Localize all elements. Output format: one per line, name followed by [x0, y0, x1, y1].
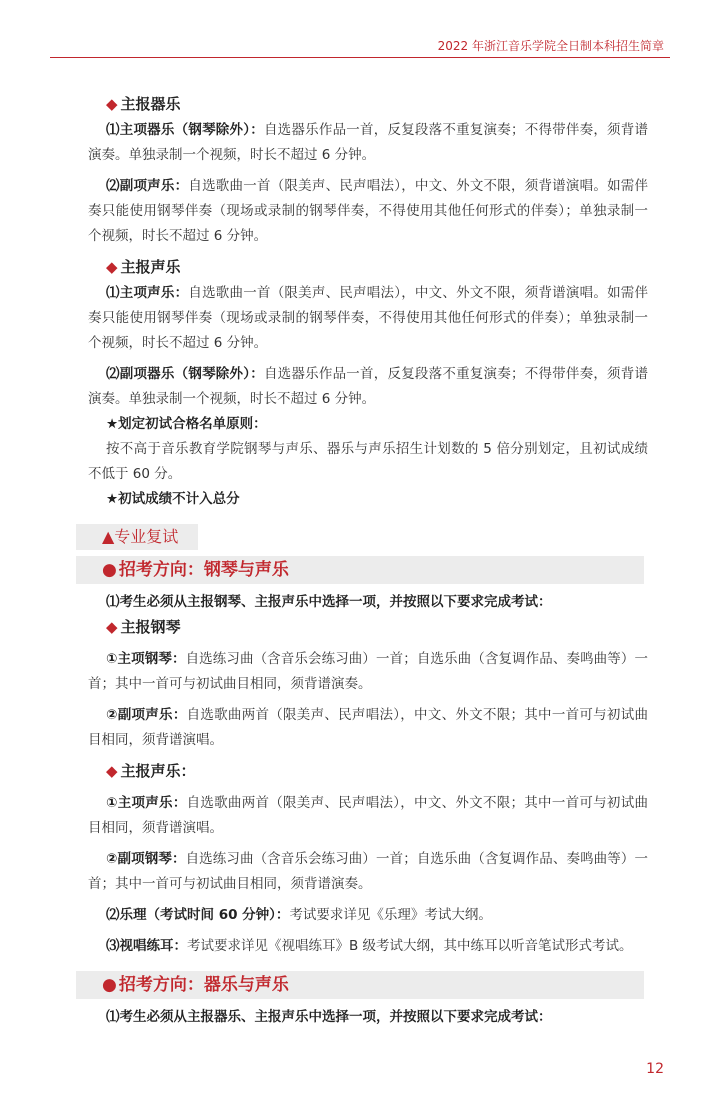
paragraph: ⑵副项声乐：自选歌曲一首（限美声、民声唱法），中文、外文不限，须背谱演唱。如需伴奏只能使用钢琴伴奏（现场或录制的钢琴伴奏，不得使用其他任何形式的伴奏）；单独录制一个视频，时长不超过 6 分钟。: [88, 178, 649, 244]
page-number: 12: [646, 1061, 664, 1077]
paragraph: ②副项声乐：自选歌曲两首（限美声、民声唱法），中文、外文不限；其中一首可与初试曲目相同，须背谱演唱。: [88, 707, 648, 748]
diamond-icon: ◆: [106, 762, 118, 780]
paragraph: ⑵乐理（考试时间 60 分钟）：考试要求详见《乐理》考试大纲。: [106, 907, 492, 923]
bullet-dot-icon: ●: [102, 560, 117, 580]
bullet-dot-icon: ●: [102, 975, 117, 995]
header-title: 2022 年浙江音乐学院全日制本科招生简章: [437, 39, 664, 53]
diamond-icon: ◆: [106, 95, 118, 113]
diamond-icon: ◆: [106, 258, 118, 276]
paragraph: ①主项钢琴：自选练习曲（含音乐会练习曲）一首；自选乐曲（含复调作品、奏鸣曲等）一首；其中一首可与初试曲目相同，须背谱演奏。: [88, 651, 648, 692]
rule-text: 按不高于音乐教育学院钢琴与声乐、器乐与声乐招生计划数的 5 倍分别划定，且初试成绩不低于 60 分。: [88, 441, 648, 482]
paragraph: ⑴主项器乐（钢琴除外）：自选器乐作品一首，反复段落不重复演奏；不得带伴奏，须背谱演奏。单独录制一个视频，时长不超过 6 分钟。: [88, 122, 649, 163]
section-heading-vocal-retest: ◆ 主报声乐：: [106, 762, 196, 780]
direction-bar-instrument-vocal: ● 招考方向：器乐与声乐: [76, 971, 644, 999]
header-rule: [50, 57, 670, 58]
page-content: [88, 92, 648, 1030]
section-heading-vocal: ◆ 主报声乐: [106, 258, 181, 276]
paragraph: ⑴考生必须从主报器乐、主报声乐中选择一项，并按照以下要求完成考试：: [106, 1009, 552, 1025]
section-heading-piano: ◆ 主报钢琴: [106, 618, 181, 636]
paragraph: ⑵副项器乐（钢琴除外）：自选器乐作品一首，反复段落不重复演奏；不得带伴奏，须背谱演奏。单独录制一个视频，时长不超过 6 分钟。: [88, 366, 649, 407]
paragraph: ⑴主项声乐：自选歌曲一首（限美声、民声唱法），中文、外文不限，须背谱演唱。如需伴奏只能使用钢琴伴奏（现场或录制的钢琴伴奏，不得使用其他任何形式的伴奏）；单独录制一个视频，时长不超过 6 分钟。: [88, 285, 649, 351]
diamond-icon: ◆: [106, 618, 118, 636]
direction-bar-piano-vocal: ● 招考方向：钢琴与声乐: [76, 556, 644, 584]
retest-tag: ▲专业复试: [76, 524, 198, 550]
rule-note: ★初试成绩不计入总分: [106, 491, 240, 507]
paragraph: ⑴考生必须从主报钢琴、主报声乐中选择一项，并按照以下要求完成考试：: [106, 594, 552, 610]
section-heading-instrument: ◆ 主报器乐: [106, 95, 181, 113]
paragraph: ⑶视唱练耳：考试要求详见《视唱练耳》B 级考试大纲，其中练耳以听音笔试形式考试。: [106, 938, 633, 954]
paragraph: ①主项声乐：自选歌曲两首（限美声、民声唱法），中文、外文不限；其中一首可与初试曲目相同，须背谱演唱。: [88, 795, 648, 836]
paragraph: ②副项钢琴：自选练习曲（含音乐会练习曲）一首；自选乐曲（含复调作品、奏鸣曲等）一首；其中一首可与初试曲目相同，须背谱演奏。: [88, 851, 648, 892]
rule-title: ★划定初试合格名单原则：: [106, 416, 267, 432]
